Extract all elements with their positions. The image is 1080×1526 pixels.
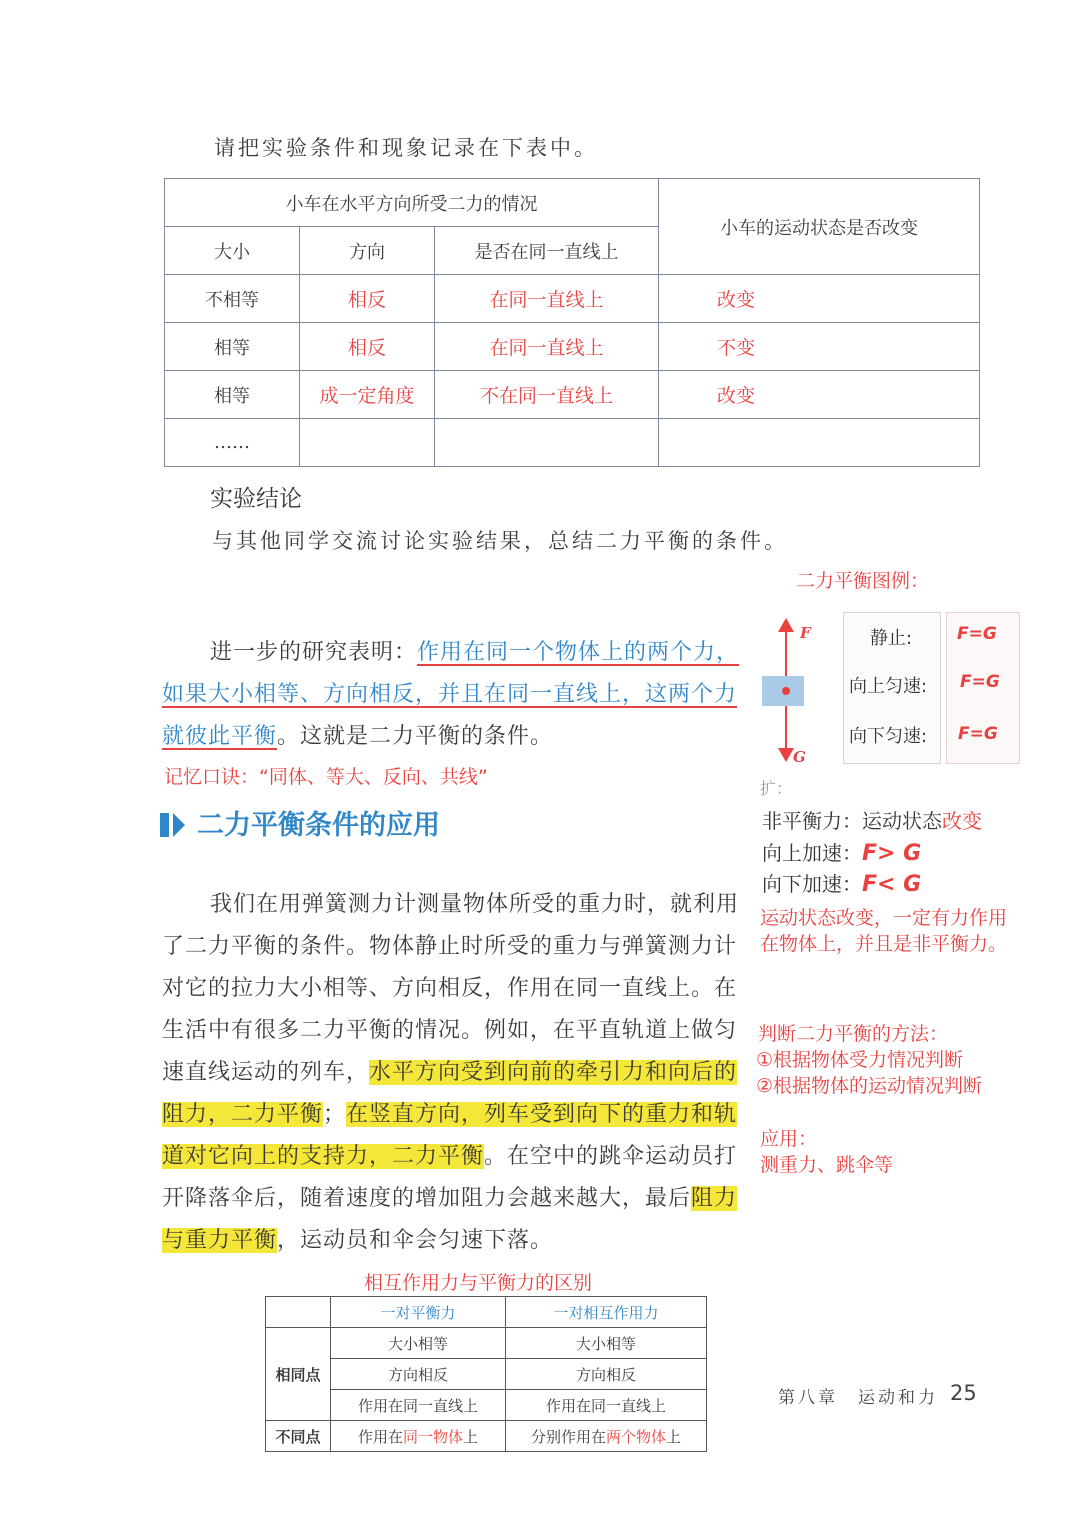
cell: 改变 <box>659 275 980 323</box>
group-header: 小车在水平方向所受二力的情况 <box>165 179 659 227</box>
paragraph-balance-condition <box>162 632 740 758</box>
mnemonic-note: 记忆口诀：“同体、等大、反向、共线” <box>164 766 488 788</box>
cell: 相反 <box>300 323 435 371</box>
cell: 作用在同一直线上 <box>506 1390 707 1421</box>
compare-table <box>265 1296 707 1452</box>
judge-item: ②根据物体的运动情况判断 <box>756 1075 983 1097</box>
table-row <box>266 1390 707 1421</box>
compare-title: 相互作用力与平衡力的区别 <box>364 1272 593 1294</box>
col-size: 大小 <box>165 227 300 275</box>
p2-highlight: 水平方向受到向前的牵引力和向后的阻力，二力平衡 <box>162 1060 738 1127</box>
cell <box>331 1421 506 1452</box>
application-text: 测重力、跳伞等 <box>760 1154 894 1176</box>
conclusion-text: 与其他同学交流讨论实验结果，总结二力平衡的条件。 <box>212 529 788 553</box>
p2-text: ，运动员和伞会匀速下落。 <box>277 1228 554 1253</box>
force-g-label: G <box>793 748 806 766</box>
legend-title: 二力平衡图例： <box>796 570 930 592</box>
cell: 成一定角度 <box>300 371 435 419</box>
side-note-line: 在物体上，并且是非平衡力。 <box>760 933 1008 955</box>
p2-highlight: 阻力与重力平衡 <box>162 1186 738 1253</box>
cell: 不相等 <box>165 275 300 323</box>
cell-text-red: 两个物体 <box>605 1427 666 1446</box>
cell <box>300 419 435 467</box>
chapter-footer: 第八章 运动和力 <box>778 1388 938 1408</box>
arrow-up-icon <box>778 618 794 632</box>
down-accel-label: 向下加速： <box>762 872 862 896</box>
p1-key: 作用在同一个物体上的两个力，如果大小相等、方向相反，并且在同一直线上，这两个力就彼此平衡 <box>162 640 740 749</box>
page-number: 25 <box>950 1381 977 1405</box>
table-row <box>266 1328 707 1359</box>
section-triangle-icon <box>173 813 185 837</box>
cell: 在同一直线上 <box>435 323 659 371</box>
cell-text: 上 <box>666 1427 682 1446</box>
cell <box>266 1297 331 1328</box>
p2-text: 我们在用弹簧测力计测量物体所受的重力时，就利用了二力平衡的条件。物体静止时所受的重力与弹簧测力计对它的拉力大小相等、方向相反，作用在同一直线上。在生活中有很多二力平衡的情况。例如，在平直轨道上做匀速直线运动的列车， <box>162 892 740 1085</box>
table-row <box>266 1359 707 1390</box>
up-accel-label: 向上加速： <box>762 841 862 865</box>
cell <box>659 419 980 467</box>
cell: 相等 <box>165 323 300 371</box>
legend-label: 向上匀速: <box>849 676 928 697</box>
section-bar-icon <box>160 813 169 837</box>
section-heading <box>160 803 440 842</box>
table-row <box>165 275 980 323</box>
cell: 大小相等 <box>331 1328 506 1359</box>
force-point <box>782 687 790 695</box>
table-row <box>165 419 980 467</box>
application-title: 应用： <box>760 1128 818 1150</box>
table-row <box>266 1421 707 1452</box>
table-row <box>165 323 980 371</box>
cell: 相等 <box>165 371 300 419</box>
cell-text: 作用在 <box>357 1427 403 1446</box>
col-direction: 方向 <box>300 227 435 275</box>
side-note-line: 运动状态改变，一定有力作用 <box>760 907 1008 929</box>
p2-highlight: 在竖直方向，列车受到向下的重力和轨道对它向上的支持力，二力平衡 <box>162 1102 738 1169</box>
cell: 大小相等 <box>506 1328 707 1359</box>
up-accel-note <box>762 837 921 866</box>
cell: 作用在同一直线上 <box>331 1390 506 1421</box>
judge-item: ①根据物体受力情况判断 <box>756 1049 964 1071</box>
cell: …… <box>165 419 300 467</box>
cell: 方向相反 <box>506 1359 707 1390</box>
paragraph-applications <box>162 884 740 1262</box>
expand-note: 扩： <box>760 779 793 798</box>
p2-text: ； <box>323 1102 347 1127</box>
cell: 相反 <box>300 275 435 323</box>
cell-text-red: 同一物体 <box>402 1427 463 1446</box>
diff-label: 不同点 <box>266 1421 331 1452</box>
cell: 在同一直线上 <box>435 275 659 323</box>
cell <box>506 1421 707 1452</box>
same-label: 相同点 <box>266 1328 331 1421</box>
unbalanced-note <box>762 805 982 834</box>
legend-value: F=G <box>960 672 1000 692</box>
intro-text: 请把实验条件和现象记录在下表中。 <box>214 136 598 160</box>
unbalanced-label: 非平衡力：运动状态 <box>762 809 942 833</box>
state-header: 小车的运动状态是否改变 <box>659 179 980 275</box>
arrow-down-icon <box>778 748 794 762</box>
cell: 方向相反 <box>331 1359 506 1390</box>
up-accel-value: F> G <box>862 841 922 866</box>
cell: 不在同一直线上 <box>435 371 659 419</box>
down-accel-value: F< G <box>862 872 922 897</box>
down-accel-note <box>762 868 921 897</box>
p1-tail: 。这就是二力平衡的条件。 <box>277 724 554 749</box>
record-table <box>164 178 980 467</box>
col-interaction: 一对相互作用力 <box>506 1297 707 1328</box>
judge-title: 判断二力平衡的方法： <box>758 1023 949 1045</box>
cell: 不变 <box>659 323 980 371</box>
p2-text: 。在空中的跳伞运动员打开降落伞后，随着速度的增加阻力会越来越大，最后 <box>162 1144 738 1211</box>
cell: 改变 <box>659 371 980 419</box>
force-f-label: F <box>800 624 811 642</box>
cell-text: 分别作用在 <box>530 1427 606 1446</box>
cell-text: 上 <box>463 1427 479 1446</box>
cell <box>435 419 659 467</box>
legend-value: F=G <box>957 624 997 644</box>
p1-lead: 进一步的研究表明： <box>210 640 418 665</box>
conclusion-heading: 实验结论 <box>210 486 302 512</box>
legend-value: F=G <box>958 724 998 744</box>
section-title: 二力平衡条件的应用 <box>197 810 440 841</box>
unbalanced-value: 改变 <box>942 809 982 833</box>
col-same-line: 是否在同一直线上 <box>435 227 659 275</box>
col-balanced: 一对平衡力 <box>331 1297 506 1328</box>
legend-label: 静止: <box>870 628 913 649</box>
table-row <box>165 371 980 419</box>
legend-label: 向下匀速: <box>849 726 928 747</box>
